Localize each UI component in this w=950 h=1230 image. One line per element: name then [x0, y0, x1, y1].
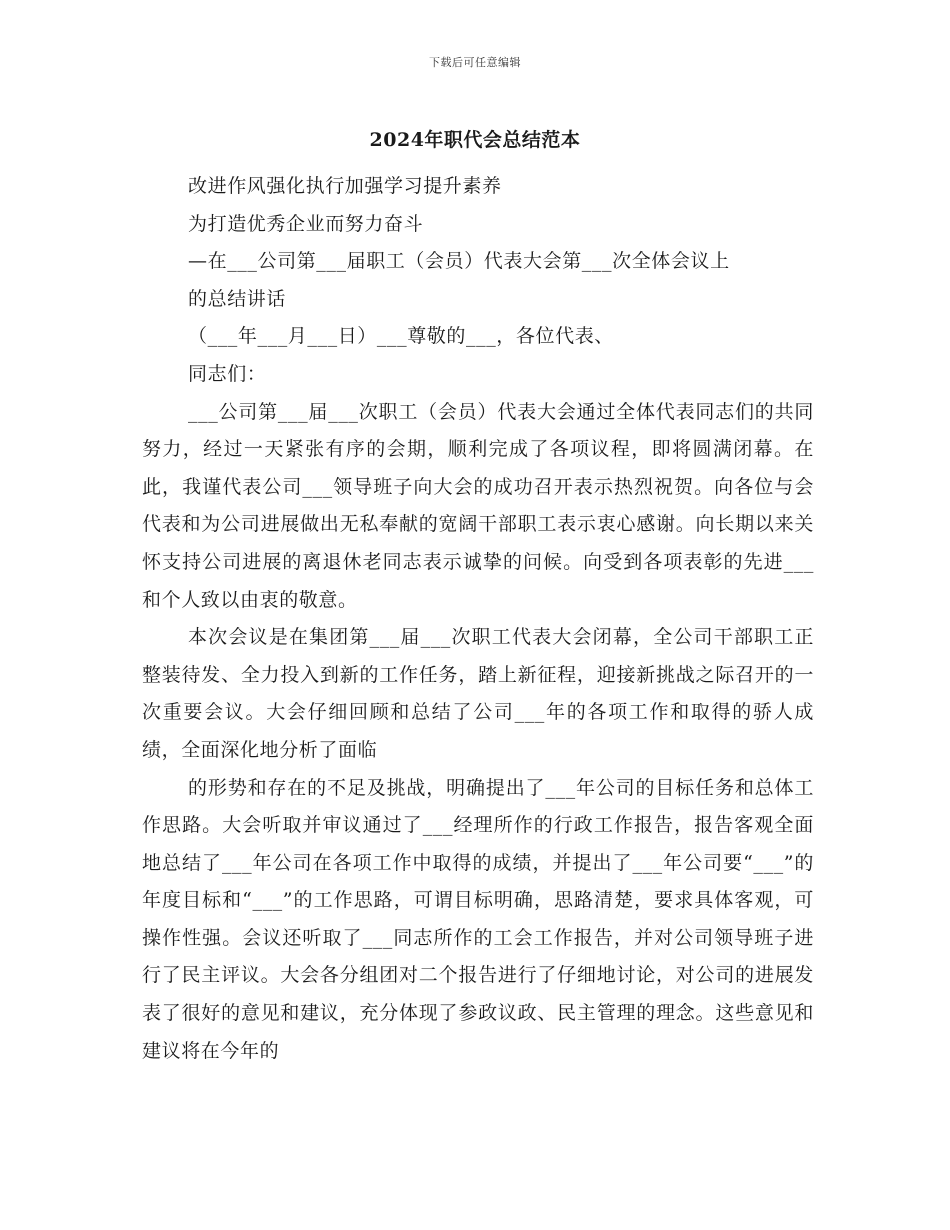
paragraph-2: 本次会议是在集团第___届___次职工代表大会闭幕，全公司干部职工正整装待发、全力投入到新的工作任务，踏上新征程，迎接新挑战之际召开的一次重要会议。大会仔细回顾和总结了公司___年的各项工作和取得的骄人成绩，全面深化地分析了面临: [142, 626, 814, 761]
subtitle-line-1: 改进作风强化执行加强学习提升素养: [188, 175, 502, 197]
paragraph-3: 的形势和存在的不足及挑战，明确提出了___年公司的目标任务和总体工作思路。大会听取并审议通过了___经理所作的行政工作报告，报告客观全面地总结了___年公司在各项工作中取得的成绩，并提出了___年公司要“___”的年度目标和“___”的工作思路，可谓目标明确，思路清楚，要求具体客观，可操作性强。会议还听取了___同志所作的工会工作报告，并对公司领导班子进行了民主评议。大会各分组团对二个报告进行了仔细地讨论，对公司的进展发表了很好的意见和建议，充分体现了参政议政、民主管理的理念。这些意见和建议将在今年的: [142, 776, 814, 1062]
subtitle-line-2: 为打造优秀企业而努力奋斗: [188, 212, 424, 235]
header-note: 下载后可任意编辑: [429, 56, 521, 69]
document-body: [142, 168, 814, 1070]
paragraph-1: ___公司第___届___次职工（会员）代表大会通过全体代表同志们的共同努力，经过一天紧张有序的会期，顺利完成了各项议程，即将圆满闭幕。在此，我谨代表公司___领导班子向大会的成功召开表示热烈祝贺。向各位与会代表和为公司进展做出无私奉献的宽阔干部职工表示衷心感谢。向长期以来关怀支持公司进展的离退休老同志表示诚挚的问候。向受到各项表彰的先进___和个人致以由衷的敬意。: [142, 400, 814, 611]
date-greeting-line: （___年___月___日）___尊敬的___，各位代表、: [188, 325, 614, 348]
salutation-line: 同志们：: [188, 362, 267, 385]
document-title: 2024年职代会总结范本: [369, 129, 581, 151]
subtitle-line-4: 的总结讲话: [188, 287, 287, 310]
subtitle-line-3: —在___公司第___届职工（会员）代表大会第___次全体会议上: [188, 250, 730, 273]
